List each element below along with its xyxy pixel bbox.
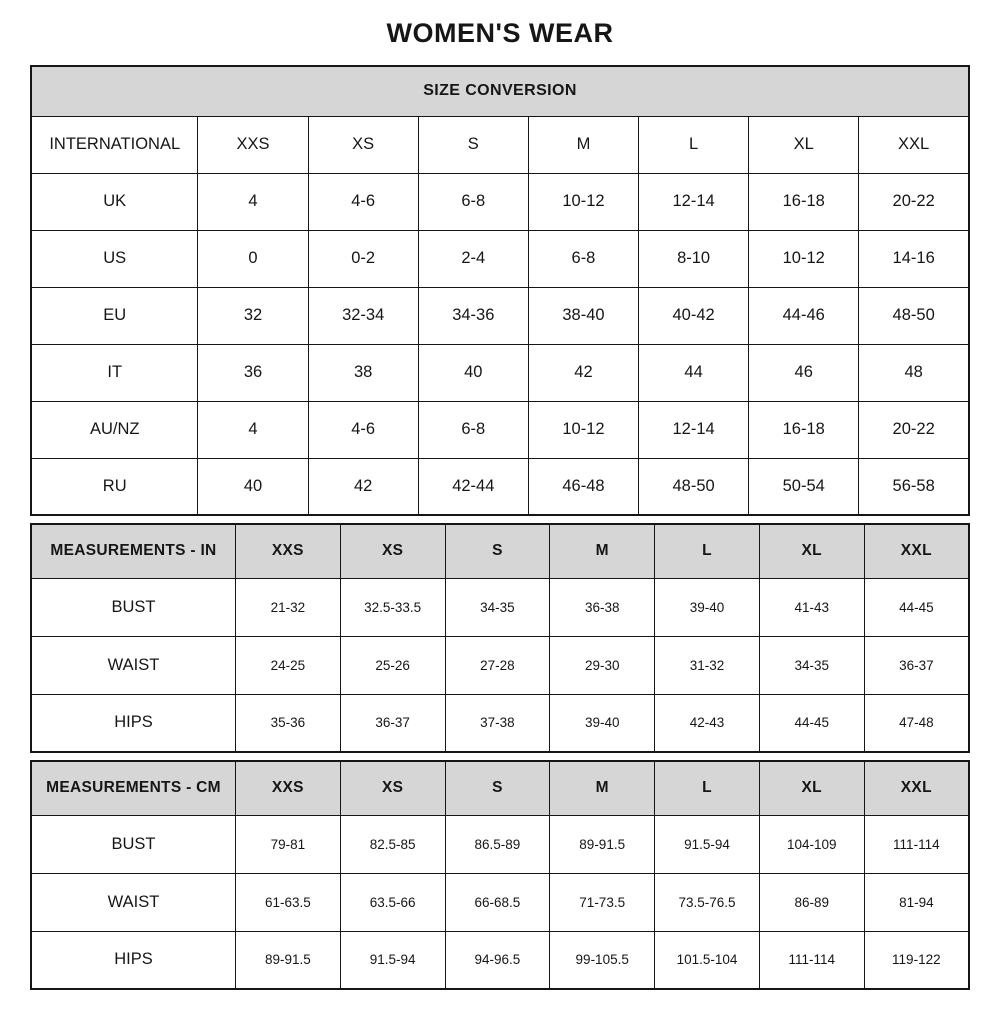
value-cell: 94-96.5 bbox=[445, 931, 550, 989]
value-cell: 34-35 bbox=[759, 636, 864, 694]
table-row bbox=[31, 931, 969, 989]
table-row bbox=[31, 401, 969, 458]
value-cell: 47-48 bbox=[864, 694, 969, 752]
value-cell: 10-12 bbox=[749, 230, 859, 287]
size-header-cell: XS bbox=[340, 761, 445, 815]
value-cell: 48-50 bbox=[859, 287, 969, 344]
size-header-cell: XL bbox=[759, 524, 864, 578]
value-cell: 63.5-66 bbox=[340, 873, 445, 931]
value-cell: XS bbox=[308, 116, 418, 173]
value-cell: 48 bbox=[859, 344, 969, 401]
value-cell: 91.5-94 bbox=[340, 931, 445, 989]
value-cell: 111-114 bbox=[864, 815, 969, 873]
value-cell: 66-68.5 bbox=[445, 873, 550, 931]
value-cell: 73.5-76.5 bbox=[655, 873, 760, 931]
row-label-cell: IT bbox=[31, 344, 198, 401]
value-cell: 119-122 bbox=[864, 931, 969, 989]
row-label-cell: INTERNATIONAL bbox=[31, 116, 198, 173]
value-cell: 48-50 bbox=[639, 458, 749, 515]
row-label-cell: WAIST bbox=[31, 636, 235, 694]
value-cell: 40 bbox=[418, 344, 528, 401]
value-cell: 6-8 bbox=[418, 401, 528, 458]
row-label-cell: US bbox=[31, 230, 198, 287]
row-label-cell: UK bbox=[31, 173, 198, 230]
value-cell: 8-10 bbox=[639, 230, 749, 287]
table-header-row bbox=[31, 761, 969, 815]
value-cell: 104-109 bbox=[759, 815, 864, 873]
size-header-cell: L bbox=[655, 761, 760, 815]
table-header-row bbox=[31, 66, 969, 116]
value-cell: 4 bbox=[198, 173, 308, 230]
value-cell: 16-18 bbox=[749, 401, 859, 458]
value-cell: 34-35 bbox=[445, 578, 550, 636]
value-cell: 37-38 bbox=[445, 694, 550, 752]
value-cell: 20-22 bbox=[859, 173, 969, 230]
value-cell: 82.5-85 bbox=[340, 815, 445, 873]
value-cell: 27-28 bbox=[445, 636, 550, 694]
value-cell: S bbox=[418, 116, 528, 173]
size-header-cell: S bbox=[445, 524, 550, 578]
table-row bbox=[31, 873, 969, 931]
row-label-cell: RU bbox=[31, 458, 198, 515]
value-cell: 25-26 bbox=[340, 636, 445, 694]
value-cell: 36-37 bbox=[340, 694, 445, 752]
value-cell: 86.5-89 bbox=[445, 815, 550, 873]
value-cell: 38-40 bbox=[528, 287, 638, 344]
value-cell: 44-46 bbox=[749, 287, 859, 344]
value-cell: L bbox=[639, 116, 749, 173]
value-cell: 71-73.5 bbox=[550, 873, 655, 931]
value-cell: 44-45 bbox=[759, 694, 864, 752]
row-header-cell: MEASUREMENTS - CM bbox=[31, 761, 235, 815]
row-label-cell: BUST bbox=[31, 815, 235, 873]
value-cell: 21-32 bbox=[235, 578, 340, 636]
value-cell: 6-8 bbox=[418, 173, 528, 230]
table-row bbox=[31, 694, 969, 752]
value-cell: 10-12 bbox=[528, 401, 638, 458]
value-cell: 4 bbox=[198, 401, 308, 458]
table-row bbox=[31, 173, 969, 230]
value-cell: M bbox=[528, 116, 638, 173]
value-cell: 44 bbox=[639, 344, 749, 401]
value-cell: 50-54 bbox=[749, 458, 859, 515]
size-header-cell: L bbox=[655, 524, 760, 578]
value-cell: 91.5-94 bbox=[655, 815, 760, 873]
value-cell: 4-6 bbox=[308, 173, 418, 230]
size-header-cell: XXL bbox=[864, 524, 969, 578]
value-cell: 16-18 bbox=[749, 173, 859, 230]
value-cell: 56-58 bbox=[859, 458, 969, 515]
row-label-cell: HIPS bbox=[31, 694, 235, 752]
value-cell: 12-14 bbox=[639, 173, 749, 230]
value-cell: 101.5-104 bbox=[655, 931, 760, 989]
row-label-cell: EU bbox=[31, 287, 198, 344]
table-row bbox=[31, 636, 969, 694]
value-cell: 36-37 bbox=[864, 636, 969, 694]
value-cell: 86-89 bbox=[759, 873, 864, 931]
value-cell: 24-25 bbox=[235, 636, 340, 694]
value-cell: 81-94 bbox=[864, 873, 969, 931]
value-cell: 12-14 bbox=[639, 401, 749, 458]
size-conversion-table bbox=[30, 65, 970, 516]
table-row bbox=[31, 815, 969, 873]
size-header-cell: M bbox=[550, 761, 655, 815]
table-row bbox=[31, 230, 969, 287]
value-cell: 39-40 bbox=[550, 694, 655, 752]
value-cell: 42-43 bbox=[655, 694, 760, 752]
row-header-cell: MEASUREMENTS - IN bbox=[31, 524, 235, 578]
value-cell: 14-16 bbox=[859, 230, 969, 287]
value-cell: 20-22 bbox=[859, 401, 969, 458]
value-cell: 111-114 bbox=[759, 931, 864, 989]
value-cell: 41-43 bbox=[759, 578, 864, 636]
value-cell: 42 bbox=[308, 458, 418, 515]
page-title: WOMEN'S WEAR bbox=[386, 18, 614, 48]
table-row bbox=[31, 458, 969, 515]
value-cell: 4-6 bbox=[308, 401, 418, 458]
value-cell: 42 bbox=[528, 344, 638, 401]
value-cell: XXS bbox=[198, 116, 308, 173]
value-cell: 10-12 bbox=[528, 173, 638, 230]
value-cell: 32-34 bbox=[308, 287, 418, 344]
value-cell: 79-81 bbox=[235, 815, 340, 873]
value-cell: 2-4 bbox=[418, 230, 528, 287]
table-row bbox=[31, 287, 969, 344]
value-cell: 36-38 bbox=[550, 578, 655, 636]
value-cell: 99-105.5 bbox=[550, 931, 655, 989]
value-cell: 31-32 bbox=[655, 636, 760, 694]
value-cell: XL bbox=[749, 116, 859, 173]
size-header-cell: XXS bbox=[235, 761, 340, 815]
row-label-cell: BUST bbox=[31, 578, 235, 636]
value-cell: 0 bbox=[198, 230, 308, 287]
value-cell: 40 bbox=[198, 458, 308, 515]
value-cell: 34-36 bbox=[418, 287, 528, 344]
size-header-cell: XXL bbox=[864, 761, 969, 815]
value-cell: 38 bbox=[308, 344, 418, 401]
value-cell: 39-40 bbox=[655, 578, 760, 636]
table-row bbox=[31, 578, 969, 636]
value-cell: 89-91.5 bbox=[550, 815, 655, 873]
value-cell: 89-91.5 bbox=[235, 931, 340, 989]
size-header-cell: XS bbox=[340, 524, 445, 578]
value-cell: 6-8 bbox=[528, 230, 638, 287]
size-header-cell: XL bbox=[759, 761, 864, 815]
value-cell: 42-44 bbox=[418, 458, 528, 515]
size-header-cell: S bbox=[445, 761, 550, 815]
size-header-cell: XXS bbox=[235, 524, 340, 578]
value-cell: 0-2 bbox=[308, 230, 418, 287]
row-label-cell: AU/NZ bbox=[31, 401, 198, 458]
measurements-cm-table bbox=[30, 760, 970, 990]
value-cell: 46 bbox=[749, 344, 859, 401]
value-cell: 46-48 bbox=[528, 458, 638, 515]
value-cell: 29-30 bbox=[550, 636, 655, 694]
table-row bbox=[31, 344, 969, 401]
row-label-cell: WAIST bbox=[31, 873, 235, 931]
value-cell: 44-45 bbox=[864, 578, 969, 636]
value-cell: 32.5-33.5 bbox=[340, 578, 445, 636]
value-cell: 32 bbox=[198, 287, 308, 344]
value-cell: 36 bbox=[198, 344, 308, 401]
table-header-row bbox=[31, 524, 969, 578]
measurements-in-table bbox=[30, 523, 970, 753]
row-label-cell: HIPS bbox=[31, 931, 235, 989]
size-conversion-header: SIZE CONVERSION bbox=[31, 66, 969, 116]
table-row bbox=[31, 116, 969, 173]
value-cell: 61-63.5 bbox=[235, 873, 340, 931]
value-cell: XXL bbox=[859, 116, 969, 173]
value-cell: 40-42 bbox=[639, 287, 749, 344]
value-cell: 35-36 bbox=[235, 694, 340, 752]
size-header-cell: M bbox=[550, 524, 655, 578]
